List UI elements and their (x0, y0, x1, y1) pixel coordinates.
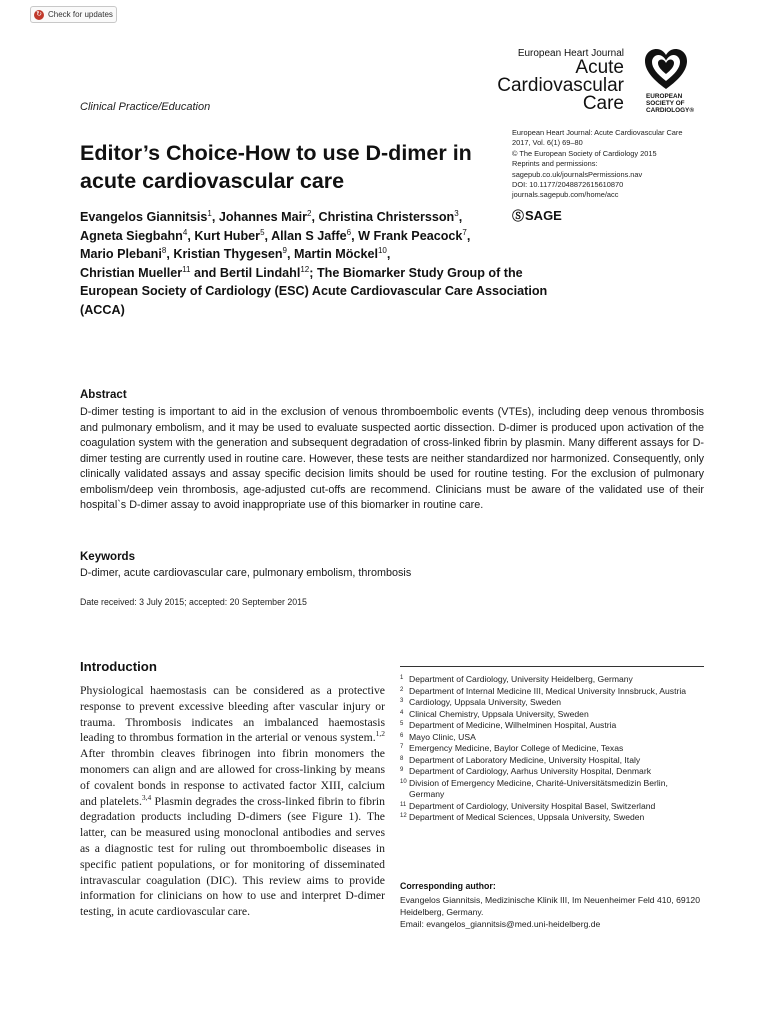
author-name: Kristian Thygesen (173, 247, 283, 262)
author-group: The Biomarker Study Group of the European Society of Cardiology (ESC) Acute Cardiovascular Care Association (ACCA) (80, 265, 548, 317)
affiliation-number: 1 (400, 675, 404, 681)
abstract-heading: Abstract (80, 389, 127, 401)
author-affiliation-number: 3 (454, 208, 459, 218)
affiliation-text: Department of Cardiology, University Heidelberg, Germany (409, 674, 633, 684)
affiliation-number: 2 (400, 686, 404, 693)
author-affiliation-number: 5 (260, 227, 265, 237)
author-affiliation-number: 12 (300, 264, 310, 274)
author-affiliation-number: 8 (161, 246, 167, 255)
journal-series-name: European Heart Journal (517, 48, 624, 59)
affiliation-number: 9 (400, 767, 404, 773)
affiliation-number: 4 (400, 709, 404, 716)
affiliation-item (400, 732, 704, 744)
affiliation-text: Department of Medical Sciences, Uppsala University, Sweden (409, 812, 645, 822)
check-for-updates-button[interactable] (30, 6, 117, 23)
meta-volume-line: 2017, Vol. 6(1) 69–80 (512, 138, 583, 148)
author-affiliation-number: 9 (282, 246, 287, 255)
author-affiliation-number: 2 (307, 208, 312, 218)
author-affiliation-number: 11 (182, 264, 191, 274)
corresponding-author-email[interactable]: Email: evangelos_giannitsis@med.uni-heidelberg.de (400, 919, 601, 930)
affiliation-item (400, 686, 704, 698)
esc-heart-logo-icon (642, 47, 690, 91)
introduction-text (80, 683, 385, 920)
author-affiliation-number: 1 (207, 208, 212, 218)
affiliation-item (400, 778, 704, 801)
author-name: W Frank Peacock (358, 228, 463, 243)
affiliation-text: Clinical Chemistry, Uppsala University, Sweden (409, 708, 589, 719)
author-name: Bertil Lindahl (219, 265, 301, 280)
article-title: Editor’s Choice-How to use D-dimer in acute cardiovascular care (80, 141, 472, 193)
citation-reference[interactable]: 1,2 (375, 729, 385, 739)
author-name: Evangelos Giannitsis (80, 210, 208, 224)
affiliation-item (400, 674, 704, 686)
affiliation-number: 7 (400, 744, 404, 750)
author-name: Christian Mueller (80, 265, 183, 280)
meta-journal-line: European Heart Journal: Acute Cardiovascular Care (512, 128, 683, 137)
affiliations-divider (400, 666, 704, 667)
affiliation-text: Department of Internal Medicine III, Medical University Innsbruck, Austria (409, 685, 687, 696)
journal-masthead (497, 47, 712, 119)
keywords-text: D-dimer, acute cardiovascular care, pulmonary embolism, thrombosis (80, 567, 412, 579)
esc-society-name: EUROPEAN SOCIETY OF CARDIOLOGY® (646, 93, 695, 114)
affiliation-item (400, 812, 704, 824)
journal-name-line: Acute (575, 57, 624, 78)
affiliation-number: 6 (400, 732, 404, 739)
author-affiliation-number: 4 (182, 227, 188, 237)
author-name: Agneta Siegbahn (80, 228, 183, 243)
affiliation-number: 12 (400, 813, 407, 819)
affiliation-text: Department of Cardiology, University Hospital Basel, Switzerland (409, 800, 656, 811)
author-name: Kurt Huber (194, 228, 261, 243)
corresponding-author-address: Evangelos Giannitsis, Medizinische Klinik III, Im Neuenheimer Feld 410, 69120 Heidelberg, Germany. (400, 895, 700, 918)
affiliation-text: Emergency Medicine, Baylor College of Medicine, Texas (409, 743, 624, 753)
citation-reference[interactable]: 3,4 (141, 792, 152, 802)
meta-reprints-line: Reprints and permissions: (512, 159, 598, 169)
affiliation-text: Cardiology, Uppsala University, Sweden (409, 697, 562, 707)
affiliations-list (400, 674, 704, 824)
author-affiliation-number: 7 (462, 227, 467, 237)
abstract-text: D-dimer testing is important to aid in the exclusion of venous thromboembolic events (VTEs), including deep venous thrombosis and pulmonary embolism, and it may be used to evaluate suspected aortic dissection. D-dimer is produced upon activation of the coagulation system with the generation and subsequent degradation of cross-linked fibrin by plasmin. Many different assays for D-dimer testing are currently used in routine care. However, these tests are neither standardized nor harmonized. Consequently, only clinically validated assays and assay specific decision limits should be used for routine testing. For the exclusion of pulmonary embolism/deep vein thrombosis, age-adjusted cut-offs are recommend. Clinicians must be aware of the validated use of their hospital`s D-dimer assay to avoid inappropriate use of this biomarker in routine care. (80, 406, 704, 511)
introduction-text-segment: After thrombin cleaves fibrinogen into fibrin monomers the monomers can align and are allowed for cross-linking by means of covalent bonds in response to activated factor XIII, calcium and platelets. (80, 747, 385, 808)
affiliation-number: 11 (400, 801, 407, 808)
affiliation-text: Department of Medicine, Wilhelminen Hospital, Austria (409, 720, 617, 730)
author-name: Christina Christersson (318, 210, 455, 224)
corresponding-author-details (400, 894, 710, 931)
affiliation-text: Division of Emergency Medicine, Charité-Universitätsmedizin Berlin, Germany (409, 777, 668, 799)
author-name: Mario Plebani (80, 247, 162, 262)
dates-received-accepted: Date received: 3 July 2015; accepted: 20 September 2015 (80, 597, 307, 607)
journal-name-line: Cardiovascular (497, 75, 624, 96)
corresponding-author-heading: Corresponding author: (400, 881, 496, 891)
author-affiliation-number: 10 (377, 246, 387, 255)
affiliation-number: 3 (400, 698, 404, 704)
affiliation-item (400, 766, 704, 778)
section-label: Clinical Practice/Education (80, 101, 211, 113)
article-metadata (512, 128, 722, 201)
meta-permissions-link[interactable]: sagepub.co.uk/journalsPermissions.nav (512, 169, 643, 179)
affiliation-number: 10 (400, 778, 407, 785)
affiliation-item (400, 709, 704, 721)
author-name: Martin Möckel (293, 247, 378, 262)
author-affiliation-number: 6 (346, 227, 352, 237)
refresh-icon: ↻ (34, 10, 44, 20)
author-list: Evangelos Giannitsis$^1$, Johannes Mair$^2$, Christina Christersson$^3$, Agneta Siegbahn$^4$, Kurt Huber$^5$, Allan S Jaffe$^6$, W Frank Peacock$^7$, Mario Plebani$^8$, Kristian Thygesen$^9$, Martin Möckel$^{10}$, Christian Mueller$^{11}$ and Bertil Lindahl$^{12}$; The Biomarker Study Group of the European Society of Cardiology (ESC) Acute Cardiovascular Care Association (ACCA) (80, 208, 548, 317)
affiliation-text: Mayo Clinic, USA (409, 731, 476, 742)
author-name: Allan S Jaffe (271, 228, 347, 243)
meta-doi-link[interactable]: DOI: 10.1177/2048872615610870 (512, 180, 624, 190)
introduction-heading: Introduction (80, 659, 157, 674)
affiliation-item (400, 755, 704, 767)
affiliation-item (400, 697, 704, 709)
affiliation-item (400, 801, 704, 813)
introduction-text-segment: Physiological haemostasis can be considered as a protective response to prevent excessive bleeding after vascular injury or trauma. Thrombosis indicates an imbalanced haemostasis leading to thrombus formation in the arterial or venous system. (80, 684, 385, 745)
check-for-updates-label: Check for updates (48, 10, 113, 19)
journal-name-line: Care (582, 93, 624, 114)
keywords-heading: Keywords (80, 551, 135, 563)
journal-name (497, 59, 624, 113)
sage-logo-icon: Ⓢ (512, 209, 525, 223)
affiliation-number: 5 (400, 721, 404, 727)
meta-journal-url-link[interactable]: journals.sagepub.com/home/acc (512, 190, 619, 200)
introduction-text-segment: Plasmin degrades the cross-linked fibrin to fibrin degradation products including D-dimers (see Figure 1). The latter, can be measured using monoclonal antibodies and serves as a diagnostic test for ruling out thromboembolic diseases in specific patient populations, or for monitoring of disseminated intravascular coagulation (DIC). This review aims to provide information for clinicians on how to use and interpret D-dimer testing, in acute cardiovascular care. (80, 794, 385, 919)
publisher-name: SAGE (525, 208, 562, 223)
affiliation-item (400, 743, 704, 755)
affiliation-text: Department of Laboratory Medicine, University Hospital, Italy (409, 754, 641, 765)
author-name: Johannes Mair (218, 210, 308, 224)
meta-copyright-line: © The European Society of Cardiology 2015 (512, 148, 657, 158)
affiliation-number: 8 (400, 755, 404, 762)
affiliation-text: Department of Cardiology, Aarhus University Hospital, Denmark (409, 766, 651, 776)
affiliation-item (400, 720, 704, 732)
